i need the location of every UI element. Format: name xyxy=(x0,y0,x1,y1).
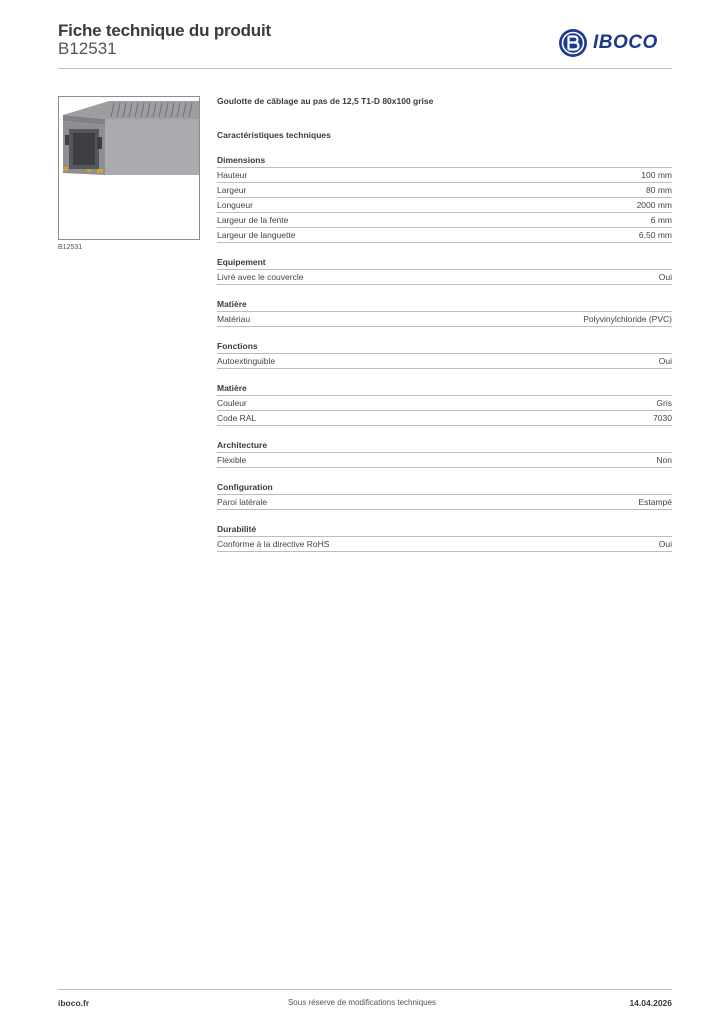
spec-row xyxy=(217,228,672,243)
spec-row xyxy=(217,270,672,285)
spec-value: Gris xyxy=(656,398,672,408)
spec-content xyxy=(217,96,672,552)
spec-label: Conforme à la directive RoHS xyxy=(217,539,330,549)
cable-duct-illustration xyxy=(59,97,199,239)
spec-section xyxy=(217,155,672,243)
section-title: Fonctions xyxy=(217,341,672,354)
spec-value: Non xyxy=(656,455,672,465)
header-divider xyxy=(58,68,672,69)
spec-label: Longueur xyxy=(217,200,253,210)
logo-wordmark: IBOCO xyxy=(593,32,658,53)
spec-section xyxy=(217,482,672,510)
product-image xyxy=(58,96,200,240)
spec-label: Largeur de languette xyxy=(217,230,296,240)
spec-section xyxy=(217,383,672,426)
spec-row xyxy=(217,354,672,369)
footer-website: iboco.fr xyxy=(58,998,90,1008)
spec-label: Flexible xyxy=(217,455,247,465)
spec-value: Oui xyxy=(658,356,672,366)
spec-section xyxy=(217,524,672,552)
spec-section xyxy=(217,257,672,285)
spec-value: Polyvinylchloride (PVC) xyxy=(583,314,672,324)
spec-label: Paroi latérale xyxy=(217,497,268,507)
spec-row xyxy=(217,312,672,327)
section-title: Equipement xyxy=(217,257,672,270)
spec-section xyxy=(217,341,672,369)
spec-value: Oui xyxy=(658,272,672,282)
document-title: Fiche technique du produit xyxy=(58,21,271,40)
section-title: Configuration xyxy=(217,482,672,495)
spec-value: 6,50 mm xyxy=(638,230,672,240)
spec-value: 100 mm xyxy=(641,170,672,180)
spec-value: Oui xyxy=(658,539,672,549)
section-title: Architecture xyxy=(217,440,672,453)
brand-logo xyxy=(558,28,674,58)
spec-label: Code RAL xyxy=(217,413,257,423)
spec-row xyxy=(217,168,672,183)
spec-label: Largeur de la fente xyxy=(217,215,289,225)
footer-date: 14.04.2026 xyxy=(629,998,672,1008)
spec-value: Estampé xyxy=(638,497,672,507)
image-caption: B12531 xyxy=(58,244,83,251)
footer-disclaimer: Sous réserve de modifications techniques xyxy=(287,998,437,1007)
section-title: Dimensions xyxy=(217,155,672,168)
spec-row xyxy=(217,495,672,510)
spec-section xyxy=(217,299,672,327)
specs-heading: Caractéristiques techniques xyxy=(217,130,331,140)
spec-label: Largeur xyxy=(217,185,247,195)
iboco-logo-icon xyxy=(558,28,588,58)
section-title: Matière xyxy=(217,299,672,312)
spec-label: Couleur xyxy=(217,398,247,408)
footer-divider xyxy=(58,989,672,990)
spec-value: 2000 mm xyxy=(636,200,672,210)
spec-value: 6 mm xyxy=(650,215,672,225)
spec-row xyxy=(217,198,672,213)
section-title: Durabilité xyxy=(217,524,672,537)
spec-value: 80 mm xyxy=(646,185,672,195)
spec-row xyxy=(217,537,672,552)
spec-row xyxy=(217,213,672,228)
spec-label: Matériau xyxy=(217,314,251,324)
spec-row xyxy=(217,183,672,198)
spec-sections xyxy=(217,155,672,552)
spec-label: Hauteur xyxy=(217,170,248,180)
spec-label: Autoextinguible xyxy=(217,356,276,366)
product-description: Goulotte de câblage au pas de 12,5 T1-D 80x100 grise xyxy=(217,96,434,106)
spec-value: 7030 xyxy=(653,413,672,423)
section-title: Matière xyxy=(217,383,672,396)
spec-section xyxy=(217,440,672,468)
spec-row xyxy=(217,411,672,426)
spec-label: Livré avec le couvercle xyxy=(217,272,304,282)
spec-row xyxy=(217,396,672,411)
spec-row xyxy=(217,453,672,468)
product-code: B12531 xyxy=(58,39,117,58)
